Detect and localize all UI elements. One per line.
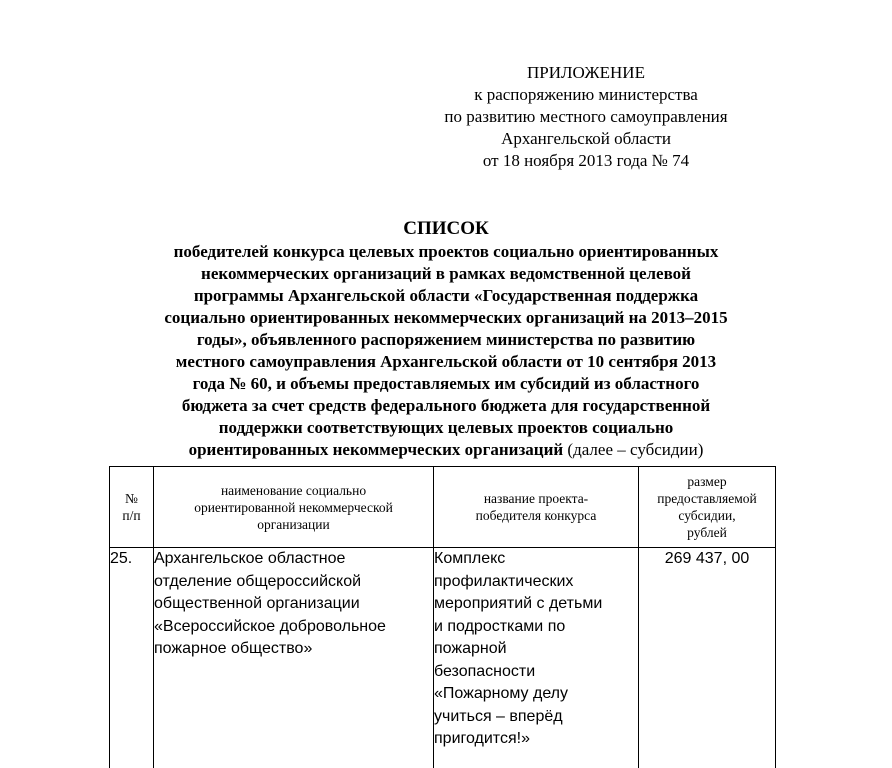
header-project — [434, 467, 639, 548]
org-line: общественной организации — [154, 595, 360, 612]
project-line: пожарной — [434, 640, 507, 657]
table-header-row — [110, 467, 776, 548]
header-number — [110, 467, 154, 548]
project-line: пригодится!» — [434, 730, 530, 747]
appendix-title: ПРИЛОЖЕНИЕ — [527, 63, 645, 82]
header-text: ориентированной некоммерческой — [194, 499, 393, 515]
project-line: и подростками по — [434, 617, 566, 635]
document-title: СПИСОК — [403, 218, 489, 239]
header-subsidy — [639, 467, 776, 548]
project-line: безопасности — [434, 662, 536, 680]
project-line: мероприятий с детьми — [434, 595, 603, 612]
row-number: 25. — [110, 548, 154, 768]
subtitle-line-last — [60, 439, 832, 461]
org-line: отделение общероссийской — [154, 572, 362, 590]
header-text: победителя конкурса — [475, 508, 597, 523]
subtitle-line: победителей конкурса целевых проектов социально ориентированных — [173, 242, 719, 261]
project-line: учиться – вперёд — [434, 707, 563, 725]
subtitle-line: годы», объявленного распоряжением министерства по развитию — [196, 330, 696, 349]
org-line: «Всероссийское добровольное — [154, 617, 386, 635]
subtitle-line: программы Архангельской области «Государственная поддержка — [193, 286, 699, 305]
org-line: пожарное общество» — [154, 640, 313, 657]
header-text: рублей — [687, 525, 727, 540]
header-text: организации — [257, 516, 330, 532]
header-organization — [154, 467, 434, 548]
header-text: название проекта- — [483, 491, 589, 506]
subtitle-line: социально ориентированных некоммерческих организаций на 2013–2015 — [164, 308, 728, 327]
row-subsidy: 269 437, 00 — [639, 548, 776, 768]
project-line: «Пожарному делу — [434, 685, 569, 702]
subtitle-line: некоммерческих организаций в рамках ведомственной целевой — [201, 264, 691, 283]
project-line: Комплекс — [434, 550, 506, 567]
subtitle-normal-part: (далее – субсидии) — [563, 440, 704, 459]
row-project — [434, 548, 639, 768]
subtitle-line: бюджета за счет средств федерального бюджета для государственной — [181, 396, 711, 415]
header-text: предоставляемой — [657, 491, 757, 506]
winners-table — [109, 466, 776, 768]
appendix-line: Архангельской области — [501, 129, 671, 148]
table-row — [110, 548, 776, 768]
subtitle-line: поддержки соответствующих целевых проектов социально — [218, 418, 674, 437]
header-text: субсидии, — [678, 508, 736, 523]
header-text: размер — [687, 474, 727, 489]
appendix-date: от 18 ноября 2013 года № 74 — [482, 151, 690, 170]
subtitle-line: года № 60, и объемы предоставляемых им субсидий из областного — [192, 374, 700, 393]
row-organization — [154, 548, 434, 768]
subtitle-line: местного самоуправления Архангельской области от 10 сентября 2013 — [175, 352, 717, 371]
appendix-line: по развитию местного самоуправления — [444, 107, 728, 126]
project-line: профилактических — [434, 572, 574, 590]
header-text: наименование социально — [220, 482, 367, 498]
header-text: № — [125, 491, 138, 506]
org-line: Архангельское областное — [154, 550, 346, 567]
appendix-header — [390, 62, 782, 172]
appendix-line: к распоряжению министерства — [474, 85, 698, 104]
document-subtitle — [60, 241, 832, 461]
subtitle-bold-part: ориентированных некоммерческих организаций — [188, 440, 564, 459]
header-text: п/п — [122, 508, 141, 523]
